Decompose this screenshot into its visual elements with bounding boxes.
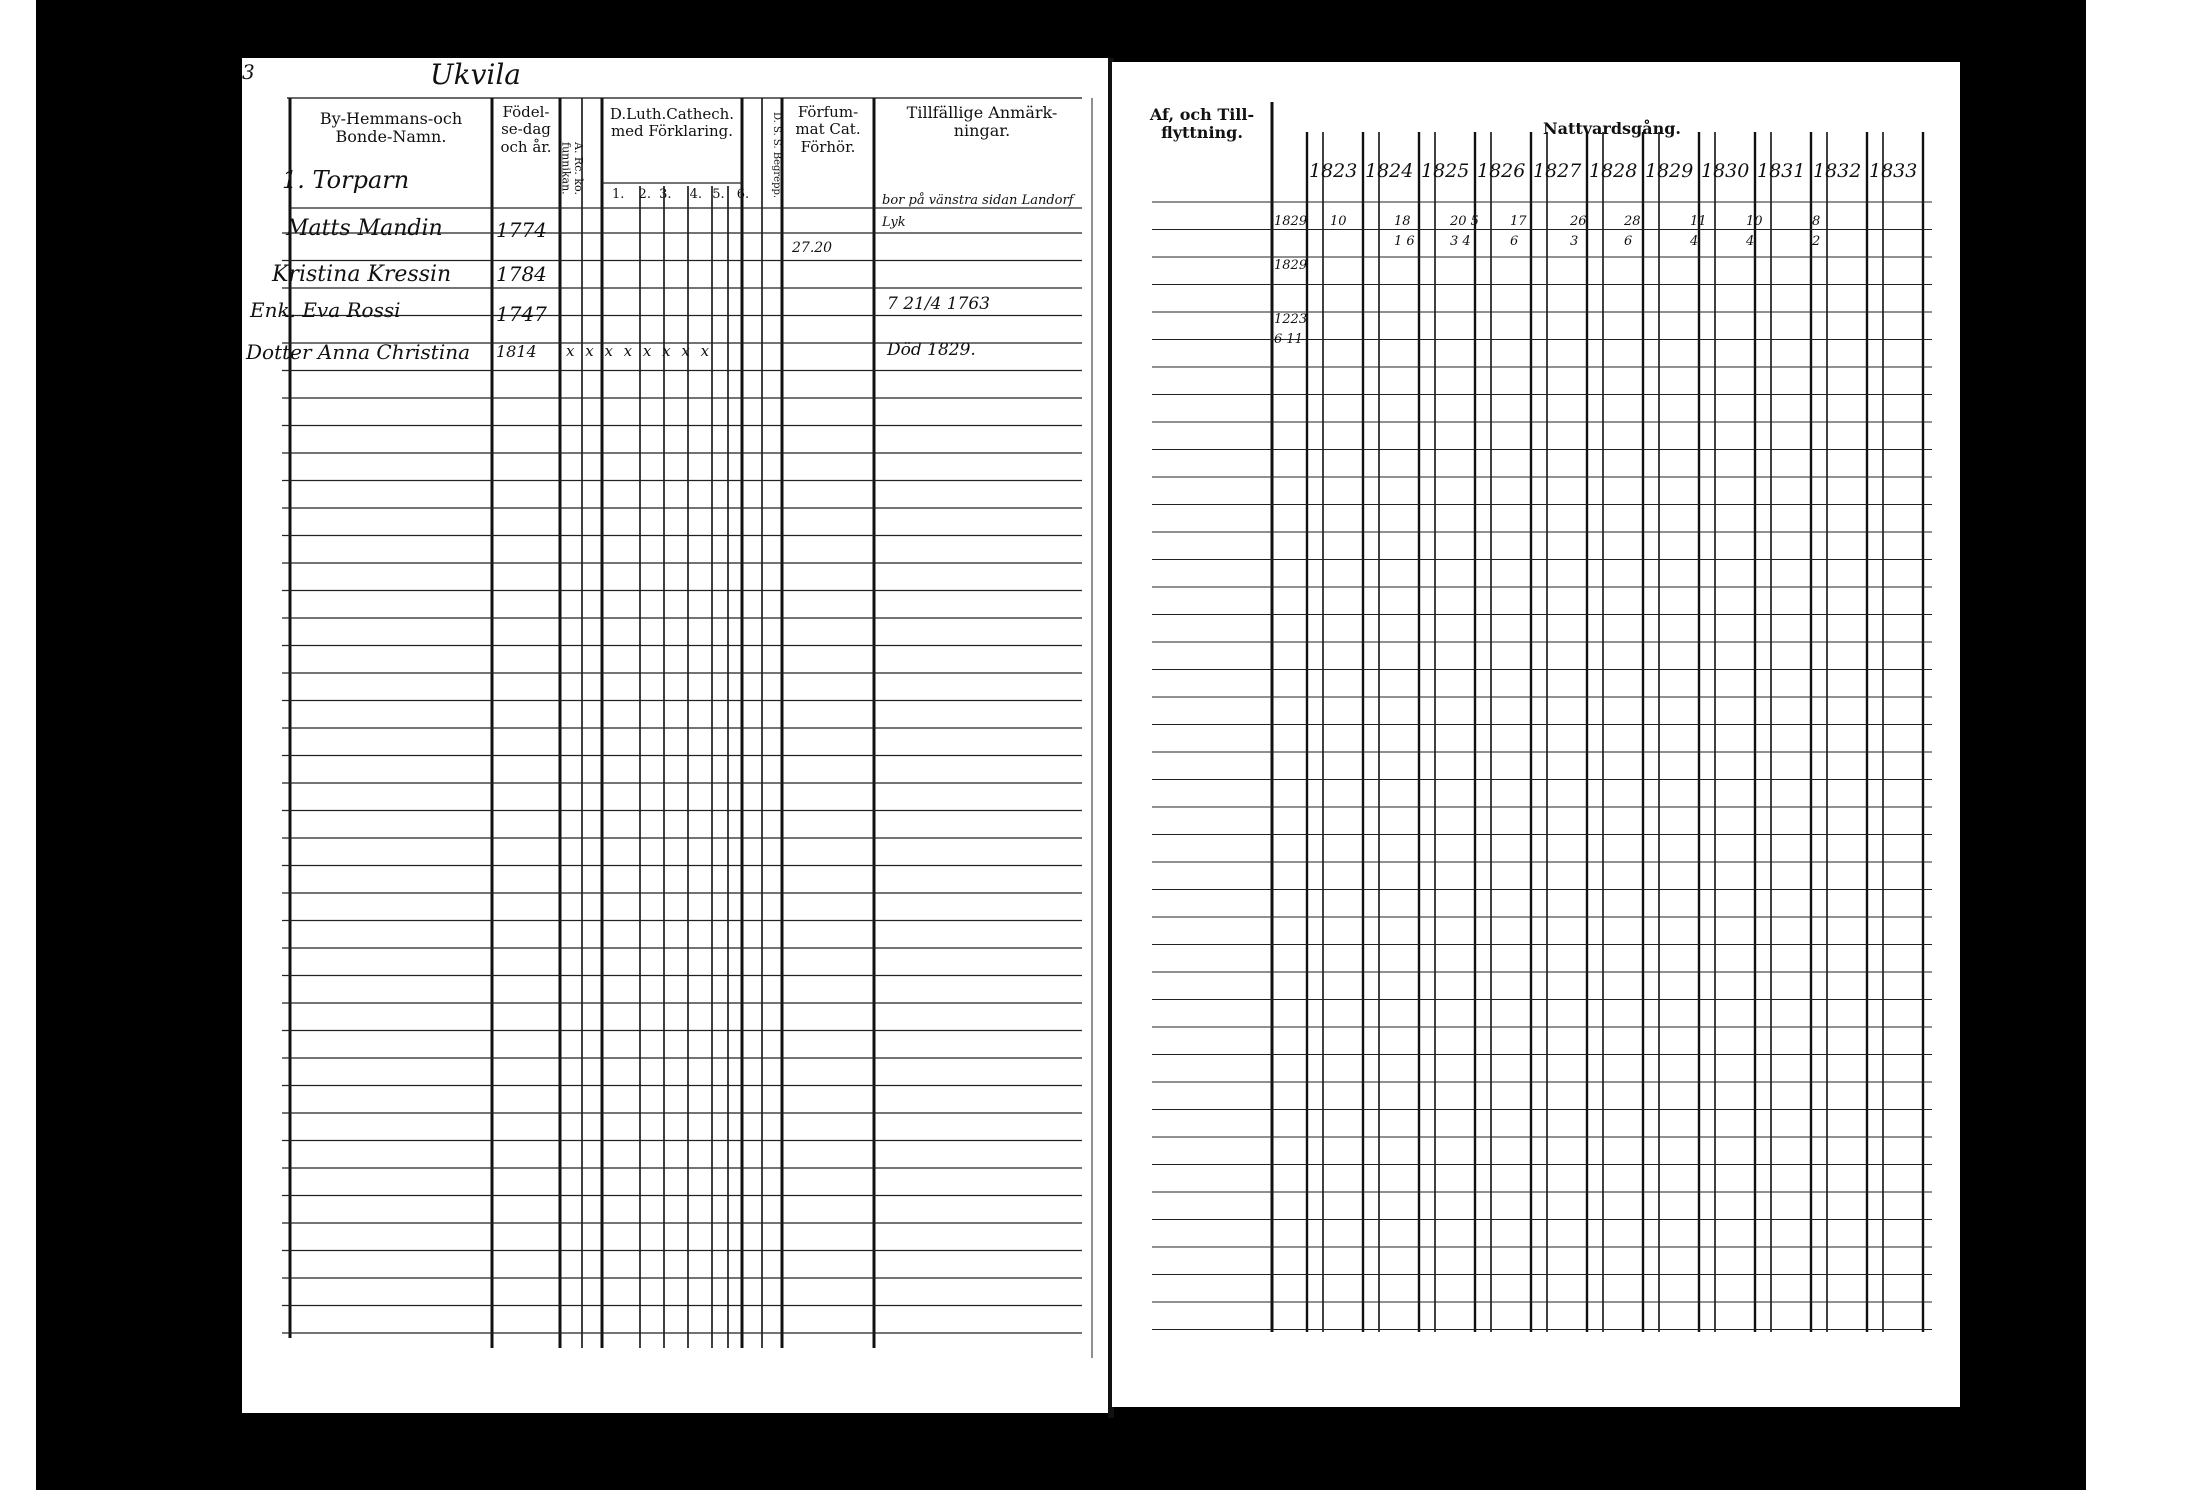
- person-remark: Död 1829.: [887, 340, 976, 360]
- catech-col-5: 5.: [712, 187, 725, 202]
- catechism-sub-numbers: [604, 188, 774, 203]
- communion-entry: 20 5: [1450, 214, 1479, 229]
- catech-col-1: 1.: [612, 187, 625, 202]
- communion-entry: 10: [1330, 214, 1347, 229]
- year-label: 1833: [1869, 160, 1918, 182]
- communion-entry: 4: [1690, 234, 1699, 249]
- household-label: 1. Torparn: [282, 166, 410, 194]
- communion-entry: 10: [1746, 214, 1763, 229]
- communion-entry: 2: [1812, 234, 1821, 249]
- communion-entry: 3: [1570, 234, 1579, 249]
- catechism-column-header: D.Luth.Cathech. med Förklaring.: [609, 105, 735, 141]
- catech-col-2: 2.: [638, 187, 651, 202]
- right-ledger-grid: [1112, 62, 1960, 1407]
- communion-entry: 6: [1624, 234, 1633, 249]
- person-marks: x x x x x x x x: [566, 342, 713, 360]
- ds-column-header: D. S. S. Begrepp.: [771, 111, 782, 199]
- communion-entry: 28: [1624, 214, 1641, 229]
- person-name: Matts Mandin: [286, 216, 443, 241]
- catech-col-3: 3.: [659, 187, 672, 202]
- person-remark: bor på vänstra sidan Landorf Lyk: [882, 193, 1074, 231]
- communion-entry: 4: [1746, 234, 1755, 249]
- communion-entry: 18: [1394, 214, 1411, 229]
- year-label: 1831: [1757, 160, 1806, 182]
- year-label: 1826: [1477, 160, 1526, 182]
- year-label: 1825: [1421, 160, 1470, 182]
- missed-exam-column-header: Förfum-mat Cat. Förhör.: [795, 103, 861, 156]
- year-label: 1823: [1309, 160, 1358, 182]
- person-born: 1784: [496, 262, 547, 286]
- year-label: 1829: [1645, 160, 1694, 182]
- communion-header: Nattvardsgång.: [1542, 119, 1681, 138]
- right-ledger-page: [1112, 62, 1960, 1407]
- birth-column-header: Födel-se-dag och år.: [500, 103, 552, 156]
- communion-entry: 6: [1510, 234, 1519, 249]
- communion-entry: 1829: [1274, 258, 1308, 273]
- names-column-header: By-Hemmans-och Bonde-Namn.: [319, 109, 463, 147]
- year-label: 1830: [1701, 160, 1750, 182]
- catech-col-4: 4.: [689, 187, 703, 202]
- communion-entry: 17: [1510, 214, 1527, 229]
- person-born: 1747: [496, 302, 547, 326]
- communion-entry: 3 4: [1450, 234, 1471, 249]
- catech-col-6: 6.: [736, 187, 750, 202]
- communion-entry: 6 11: [1274, 332, 1303, 347]
- person-remark: 7 21/4 1763: [887, 294, 991, 314]
- person-name: Dotter Anna Christina: [246, 340, 471, 364]
- moves-column-header: Af, och Till-flyttning.: [1149, 105, 1255, 143]
- communion-entry: 1 6: [1394, 234, 1415, 249]
- communion-entry: 8: [1812, 214, 1821, 229]
- person-name: Enk. Eva Rossi: [250, 298, 401, 322]
- communion-entry: 26: [1570, 214, 1587, 229]
- page-label: Ukvila: [430, 58, 521, 91]
- page-number: 3: [242, 60, 255, 84]
- communion-entry: 1829: [1274, 214, 1308, 229]
- person-born: 1774: [496, 218, 547, 242]
- person-born: 1814: [496, 342, 537, 361]
- remarks-column-header: Tillfällige Anmärk-ningar.: [906, 103, 1058, 141]
- person-marks: 27.20: [792, 240, 833, 256]
- communion-entry: 1223: [1274, 312, 1308, 327]
- year-label: 1828: [1589, 160, 1638, 182]
- person-name: Kristina Kressin: [272, 262, 452, 287]
- communion-entry: 11: [1690, 214, 1707, 229]
- year-label: 1832: [1813, 160, 1862, 182]
- left-ledger-page: [242, 58, 1112, 1413]
- year-label: 1827: [1533, 160, 1582, 182]
- year-label: 1824: [1365, 160, 1414, 182]
- vaccination-column-header: A. Rc. ko. funnikan.: [559, 141, 585, 195]
